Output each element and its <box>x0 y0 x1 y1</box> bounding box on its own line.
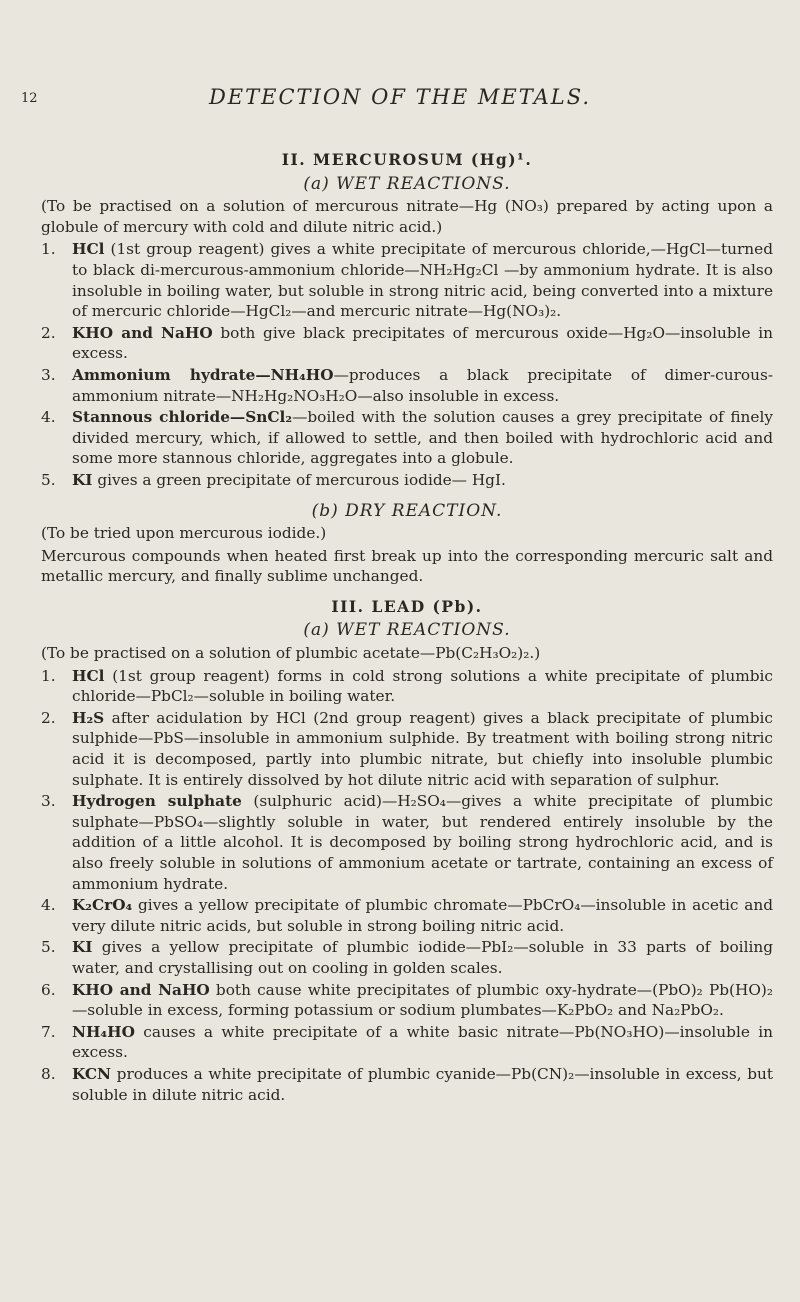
list-item <box>41 1022 773 1063</box>
lead-wet-reactions-intro: (To be practised on a solution of plumbic acetate—Pb(C₂H₃O₂)₂.) <box>41 644 541 663</box>
reagent-name: HCl <box>72 240 105 259</box>
list-item <box>41 708 773 790</box>
reagent-name: KHO and NaHO <box>72 980 210 999</box>
item-text: —boiled with the solution causes a grey precipitate of finely divided mercury, which, if allowed to settle, and then boiled with hydrochloric acid and some more stannous chloride, aggregates into a globule. <box>72 408 773 468</box>
reagent-name: KI <box>72 938 93 957</box>
reagent-name: KHO and NaHO <box>72 323 213 342</box>
running-title: DETECTION OF THE METALS. <box>208 85 592 109</box>
wet-reactions-title: (a) WET REACTIONS. <box>303 173 511 194</box>
item-text: gives a yellow precipitate of plumbic iodide—PbI₂—soluble in 33 parts of boiling water, and crystallising out on cooling in golden scales. <box>72 938 773 977</box>
item-text: both give black precipitates of mercurous oxide—Hg₂O—insoluble in excess. <box>72 323 773 363</box>
dry-reaction-title: (b) DRY REACTION. <box>311 500 503 521</box>
item-number: 2. <box>41 323 56 342</box>
dry-reaction-intro: (To be tried upon mercurous iodide.) <box>41 524 327 543</box>
item-text: gives a yellow precipitate of plumbic chromate—PbCrO₄—insoluble in acetic and very dilute nitric acids, but soluble in strong boiling nitric acid. <box>72 896 773 935</box>
item-number: 2. <box>41 708 56 727</box>
list-item <box>41 239 773 321</box>
list-item <box>41 470 773 491</box>
item-text: both cause white precipitates of plumbic oxy-hydrate—(PbO)₂ Pb(HO)₂—soluble in excess, forming potassium or sodium plumbates—K₂PbO₂ and Na₂PbO₂. <box>72 980 773 1020</box>
reagent-name: NH₄HO <box>72 1022 135 1041</box>
item-text: (1st group reagent) forms in cold strong solutions a white precipitate of plumbic chloride—PbCl₂—soluble in boiling water. <box>72 666 773 706</box>
item-number: 7. <box>41 1022 56 1041</box>
reagent-name: KCN <box>72 1064 112 1083</box>
item-text: after acidulation by HCl (2nd group reagent) gives a black precipitate of plumbic sulphide—PbS—insoluble in ammonium sulphide. By treatment with boiling strong nitric acid it is decomposed, partly into plumbic nitrate, but chiefly into insoluble plumbic sulphate. It is entirely dissolved by hot dilute nitric acid with separation of sulphur. <box>72 708 773 789</box>
section-heading-mercurosum: II. MERCUROSUM (Hg)¹. <box>281 150 533 169</box>
list-item <box>41 937 773 978</box>
reagent-name: Ammonium hydrate—NH₄HO <box>72 365 334 384</box>
list-item <box>41 323 773 364</box>
mercurosum-reaction-list <box>41 239 773 490</box>
item-number: 1. <box>41 240 56 259</box>
list-item <box>41 1064 773 1105</box>
reagent-name: KI <box>72 470 93 489</box>
list-item <box>41 895 773 936</box>
dry-reaction-text: Mercurous compounds when heated first break up into the corresponding mercuric salt and metallic mercury, and finally sublime unchanged. <box>41 546 773 586</box>
reagent-name: H₂S <box>72 708 105 727</box>
item-number: 4. <box>41 408 56 427</box>
item-number: 3. <box>41 365 56 384</box>
section-heading-lead: III. LEAD (Pb). <box>331 596 483 616</box>
page-number: 12 <box>21 91 38 106</box>
item-text: (sulphuric acid)—H₂SO₄—gives a white precipitate of plumbic sulphate—PbSO₄—slightly soluble in water, but rendered entirely insoluble by the addition of a little alcohol. It is decomposed by boiling strong hydrochloric acid, and is also freely soluble in solutions of ammonium acetate or tartrate, containing an excess of ammonium hydrate. <box>72 792 773 893</box>
wet-reactions-intro: (To be practised on a solution of mercurous nitrate—Hg (NO₃) prepared by acting upon a globule of mercury with cold and dilute nitric acid.) <box>41 197 773 236</box>
list-item <box>41 407 773 469</box>
list-item <box>41 980 773 1021</box>
item-number: 6. <box>41 980 56 999</box>
item-number: 3. <box>41 792 56 811</box>
item-text: (1st group reagent) gives a white precipitate of mercurous chloride,—HgCl—turned to black di-mercurous-ammonium chloride—NH₂Hg₂Cl —by ammonium hydrate. It is also insoluble in boiling water, but soluble in strong nitric acid, being converted into a mixture of mercuric chloride—HgCl₂—and mercuric nitrate—Hg(NO₃)₂. <box>72 240 773 321</box>
page-content <box>41 150 773 1106</box>
item-number: 4. <box>41 896 56 915</box>
reagent-name: Hydrogen sulphate <box>72 792 242 811</box>
item-text: —produces a black precipitate of dimer-curous-ammonium nitrate—NH₂Hg₂NO₃H₂O—also insoluble in excess. <box>72 365 773 405</box>
item-text: produces a white precipitate of plumbic cyanide—Pb(CN)₂—insoluble in excess, but soluble in dilute nitric acid. <box>72 1064 773 1104</box>
item-number: 5. <box>41 470 56 489</box>
lead-reaction-list <box>41 666 773 1105</box>
item-text: causes a white precipitate of a white basic nitrate—Pb(NO₃HO)—insoluble in excess. <box>72 1022 773 1062</box>
lead-wet-reactions-title: (a) WET REACTIONS. <box>303 620 511 641</box>
item-number: 5. <box>41 938 56 957</box>
item-number: 1. <box>41 666 56 685</box>
reagent-name: K₂CrO₄ <box>72 896 133 915</box>
item-text: gives a green precipitate of mercurous iodide— HgI. <box>92 470 506 489</box>
reagent-name: Stannous chloride—SnCl₂ <box>72 408 293 427</box>
list-item <box>41 791 773 894</box>
list-item <box>41 666 773 707</box>
item-number: 8. <box>41 1064 56 1083</box>
running-head <box>0 85 800 125</box>
list-item <box>41 365 773 406</box>
reagent-name: HCl <box>72 666 105 685</box>
